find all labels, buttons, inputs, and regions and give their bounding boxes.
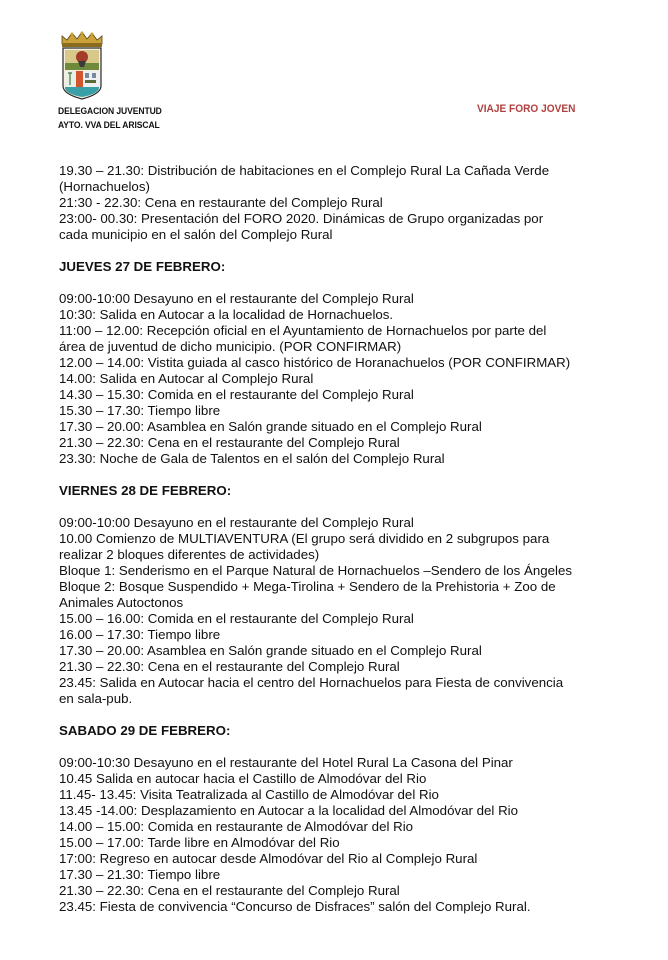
schedule-line: 14.30 – 15.30: Comida en el restaurante del Complejo Rural bbox=[59, 387, 414, 402]
schedule-line: 09:00-10:00 Desayuno en el restaurante del Complejo Rural bbox=[59, 291, 414, 306]
schedule-line: realizar 2 bloques diferentes de actividades) bbox=[59, 547, 320, 562]
day-section-jueves bbox=[59, 259, 619, 467]
day-heading: JUEVES 27 DE FEBRERO: bbox=[59, 259, 226, 274]
schedule-content bbox=[59, 163, 619, 915]
day-section-sabado bbox=[59, 723, 619, 915]
schedule-line: 14.00: Salida en Autocar al Complejo Rural bbox=[59, 371, 314, 386]
org-line-delegation: DELEGACION JUVENTUD bbox=[58, 106, 162, 117]
day-heading: SABADO 29 DE FEBRERO: bbox=[59, 723, 231, 738]
schedule-line: cada municipio en el salón del Complejo Rural bbox=[59, 227, 333, 242]
schedule-line: 13.45 -14.00: Desplazamiento en Autocar a la localidad del Almodóvar del Rio bbox=[59, 803, 519, 818]
schedule-line: 23.45: Salida en Autocar hacia el centro del Hornachuelos para Fiesta de convivencia bbox=[59, 675, 564, 690]
schedule-line: 09:00-10:00 Desayuno en el restaurante del Complejo Rural bbox=[59, 515, 414, 530]
schedule-line: 11.45- 13.45: Visita Teatralizada al Castillo de Almodóvar del Rio bbox=[59, 787, 439, 802]
schedule-line: 21.30 – 22.30: Cena en el restaurante del Complejo Rural bbox=[59, 435, 400, 450]
schedule-line: 19.30 – 21.30: Distribución de habitaciones en el Complejo Rural La Cañada Verde bbox=[59, 163, 550, 178]
day-section-viernes bbox=[59, 483, 619, 707]
schedule-line: 23.30: Noche de Gala de Talentos en el salón del Complejo Rural bbox=[59, 451, 445, 466]
schedule-line: 17.30 – 20.00: Asamblea en Salón grande situado en el Complejo Rural bbox=[59, 419, 482, 434]
schedule-line: 17.30 – 21.30: Tiempo libre bbox=[59, 867, 221, 882]
document-title: VIAJE FORO JOVEN bbox=[477, 103, 576, 115]
schedule-line: 10.00 Comienzo de MULTIAVENTURA (El grupo será dividido en 2 subgrupos para bbox=[59, 531, 550, 546]
coat-of-arms-icon bbox=[58, 30, 106, 100]
schedule-line: en sala-pub. bbox=[59, 691, 133, 706]
schedule-line: 15.00 – 16.00: Comida en el restaurante del Complejo Rural bbox=[59, 611, 414, 626]
schedule-line: 21:30 - 22.30: Cena en restaurante del Complejo Rural bbox=[59, 195, 383, 210]
schedule-line: 14.00 – 15.00: Comida en restaurante de Almodóvar del Rio bbox=[59, 819, 414, 834]
schedule-line: 09:00-10:30 Desayuno en el restaurante del Hotel Rural La Casona del Pinar bbox=[59, 755, 513, 770]
schedule-line: 17.30 – 20.00: Asamblea en Salón grande situado en el Complejo Rural bbox=[59, 643, 482, 658]
organization-block bbox=[58, 105, 162, 133]
schedule-line: Bloque 2: Bosque Suspendido + Mega-Tirolina + Sendero de la Prehistoria + Zoo de bbox=[59, 579, 556, 594]
schedule-line: 21.30 – 22.30: Cena en el restaurante del Complejo Rural bbox=[59, 883, 400, 898]
schedule-line: 11:00 – 12.00: Recepción oficial en el Ayuntamiento de Hornachuelos por parte del bbox=[59, 323, 547, 338]
schedule-line: 23:00- 00.30: Presentación del FORO 2020. Dinámicas de Grupo organizadas por bbox=[59, 211, 544, 226]
schedule-line: 10:30: Salida en Autocar a la localidad de Hornachuelos. bbox=[59, 307, 394, 322]
schedule-line: área de juventud de dicho municipio. (POR CONFIRMAR) bbox=[59, 339, 402, 354]
org-line-ayuntamiento: AYTO. VVA DEL ARISCAL bbox=[58, 120, 160, 131]
schedule-line: 15.00 – 17.00: Tarde libre en Almodóvar del Rio bbox=[59, 835, 340, 850]
schedule-line: 21.30 – 22.30: Cena en el restaurante del Complejo Rural bbox=[59, 659, 400, 674]
schedule-line: (Hornachuelos) bbox=[59, 179, 150, 194]
schedule-line: 23.45: Fiesta de convivencia “Concurso de Disfraces” salón del Complejo Rural. bbox=[59, 899, 531, 914]
schedule-line: Bloque 1: Senderismo en el Parque Natural de Hornachuelos –Sendero de los Ángeles bbox=[59, 563, 573, 578]
intro-block bbox=[59, 163, 619, 243]
day-heading: VIERNES 28 DE FEBRERO: bbox=[59, 483, 232, 498]
schedule-line: 10.45 Salida en autocar hacia el Castillo de Almodóvar del Rio bbox=[59, 771, 427, 786]
schedule-line: 16.00 – 17.30: Tiempo libre bbox=[59, 627, 221, 642]
schedule-line: 17:00: Regreso en autocar desde Almodóvar del Rio al Complejo Rural bbox=[59, 851, 478, 866]
schedule-line: Animales Autoctonos bbox=[59, 595, 184, 610]
schedule-line: 12.00 – 14.00: Vistita guiada al casco histórico de Horanachuelos (POR CONFIRMAR) bbox=[59, 355, 571, 370]
schedule-line: 15.30 – 17.30: Tiempo libre bbox=[59, 403, 221, 418]
